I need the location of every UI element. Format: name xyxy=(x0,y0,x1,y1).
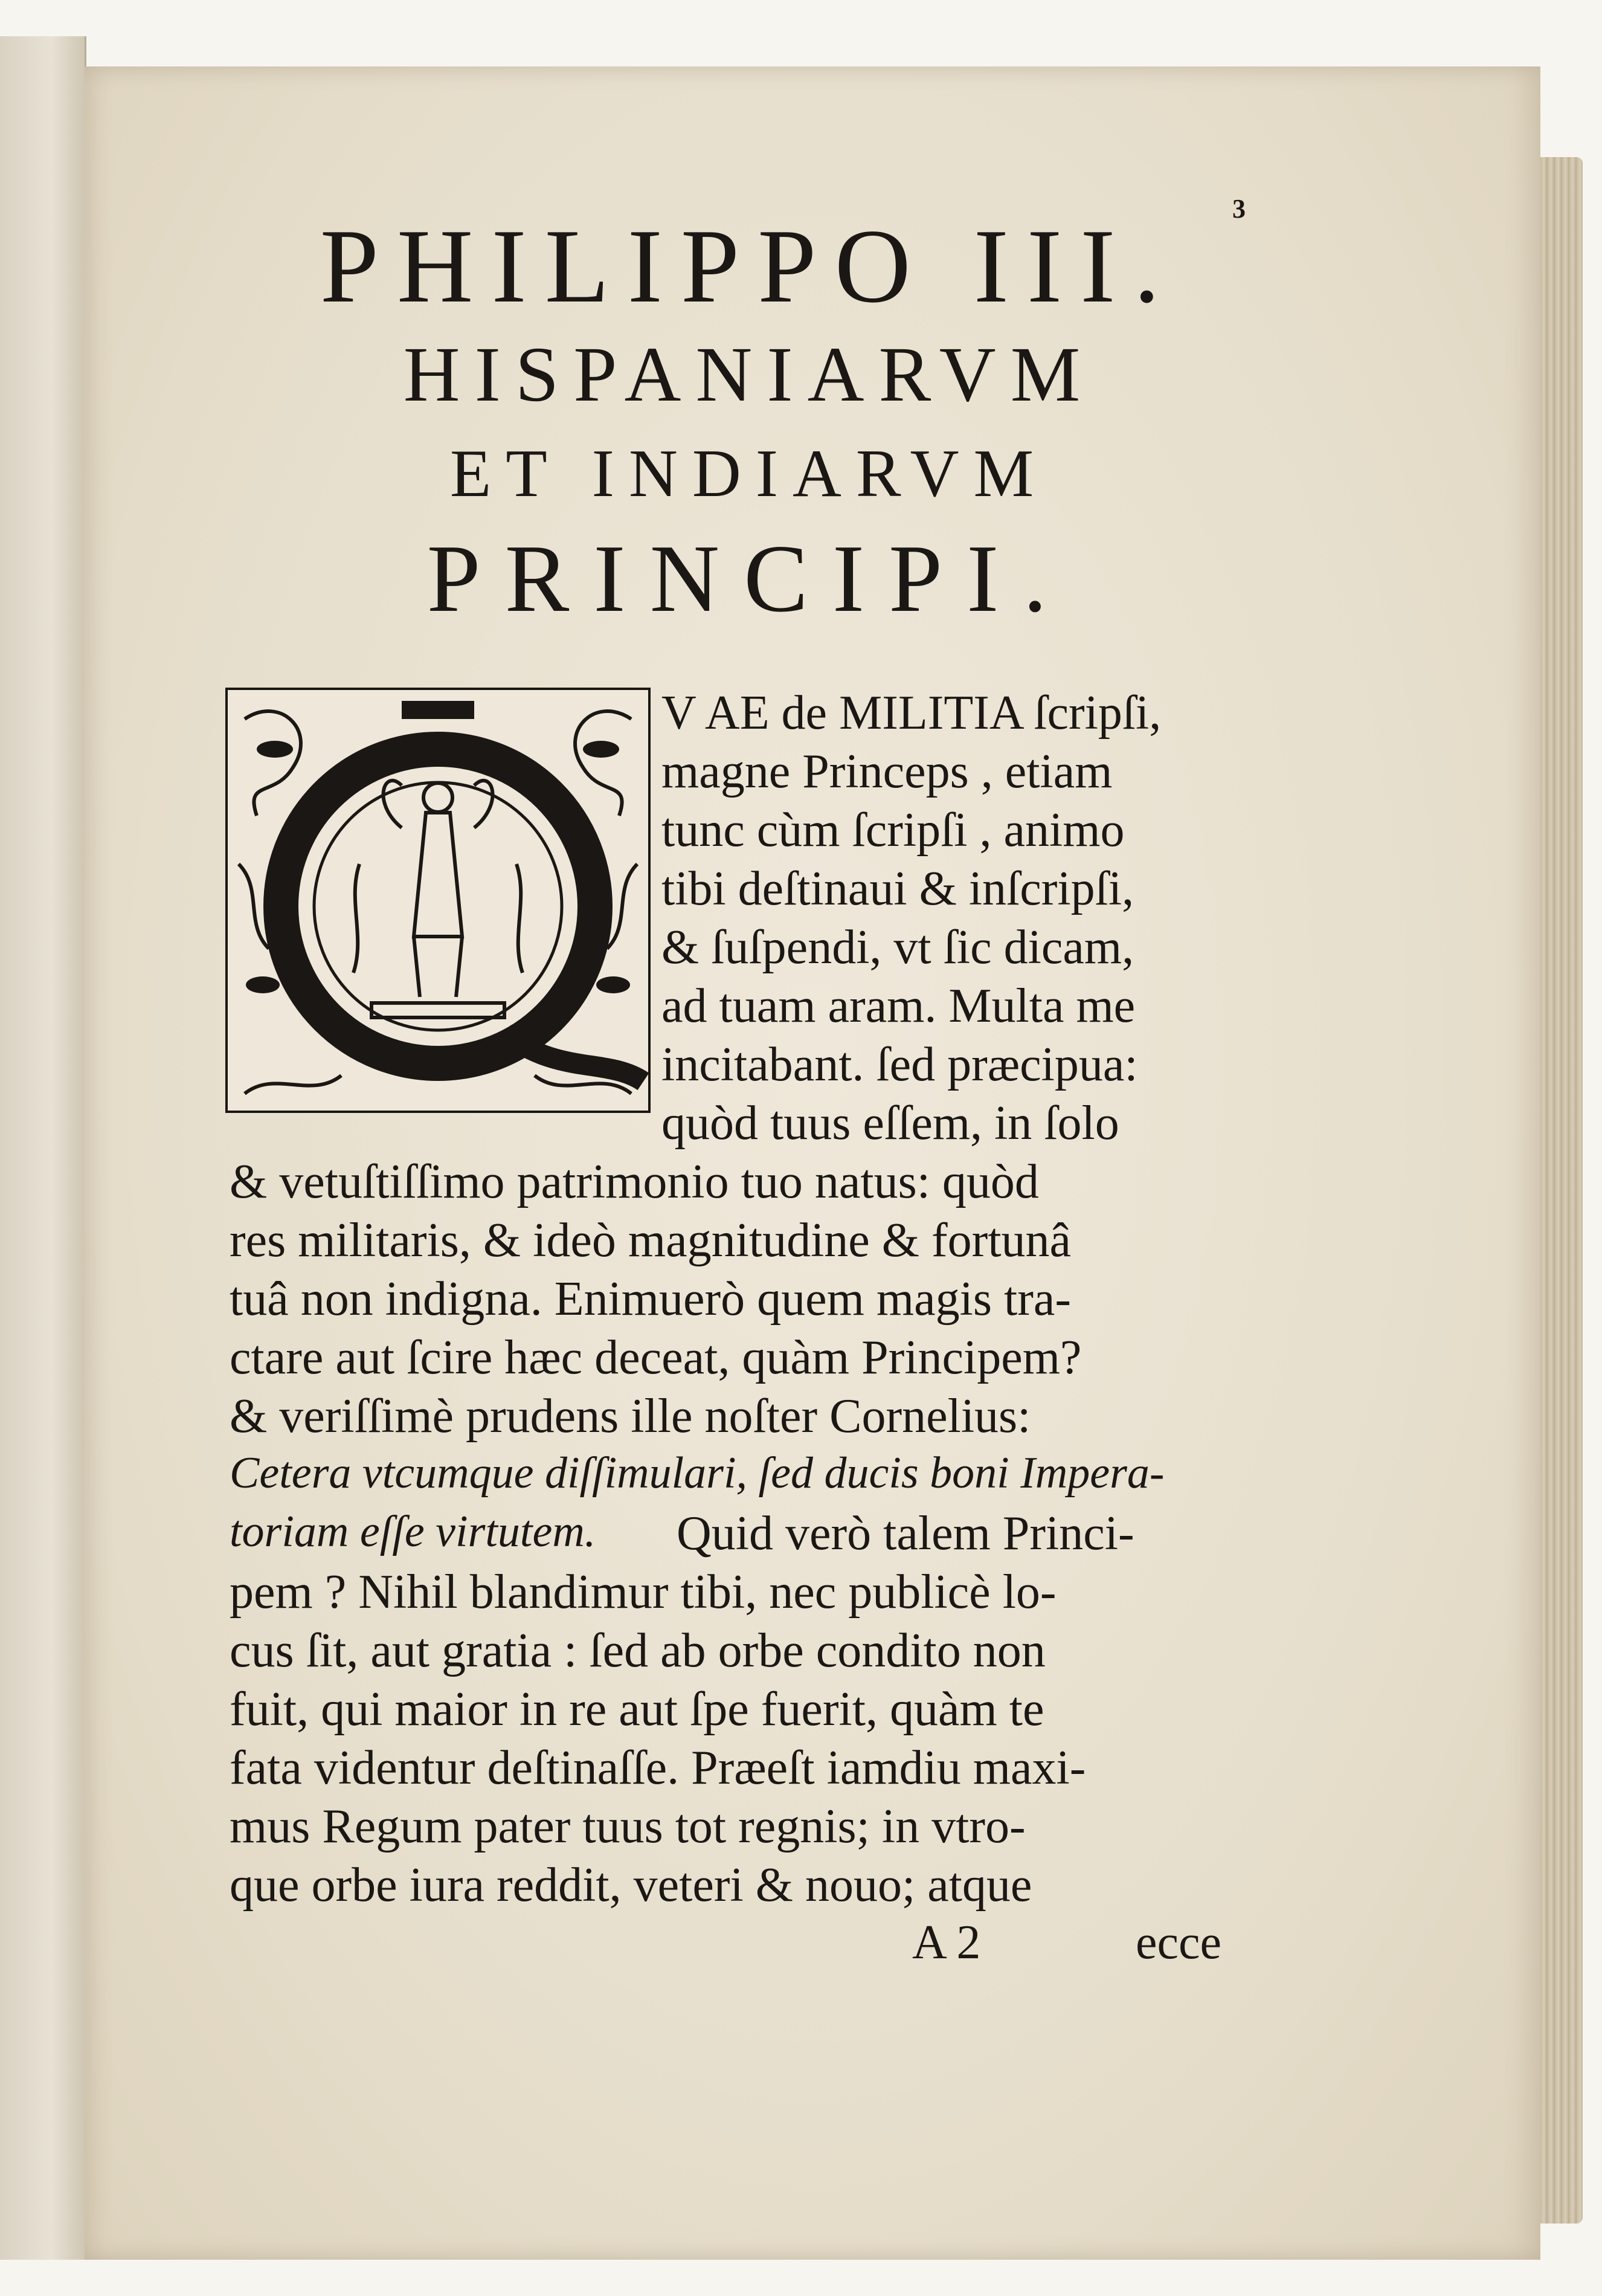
text-line: & veriſſimè prudens ille noſter Cornelius: xyxy=(230,1390,1031,1443)
facing-page-edge xyxy=(0,36,86,2260)
page-fore-edge xyxy=(1540,157,1583,2223)
text-line: tibi deſtinaui & inſcripſi, xyxy=(661,862,1134,915)
title-line-4: PRINCIPI. xyxy=(426,524,1072,632)
signature-mark: A 2 xyxy=(912,1916,981,1969)
page-number: 3 xyxy=(1232,194,1246,224)
text-line: mus Regum pater tuus tot regnis; in vtro- xyxy=(230,1800,1026,1853)
title-line-3: ET INDIARVM xyxy=(449,436,1049,511)
text-line: res militaris, & ideò magnitudine & fortunâ xyxy=(230,1214,1072,1267)
italic-quote-line: Cetera vtcumque diſſimulari, ſed ducis boni Impera- xyxy=(230,1448,1165,1498)
catchword: ecce xyxy=(1136,1916,1222,1969)
text-line: ad tuam aram. Multa me xyxy=(661,979,1136,1033)
text-line: & ſuſpendi, vt ſic dicam, xyxy=(661,921,1134,974)
italic-quote-line: toriam eſſe virtutem. xyxy=(230,1507,596,1556)
text-line: ctare aut ſcire hæc deceat, quàm Principem? xyxy=(230,1331,1082,1384)
text-line: fuit, qui maior in re aut ſpe fuerit, quàm te xyxy=(230,1683,1044,1736)
text-line: fata videntur deſtinaſſe. Præeſt iamdiu maxi- xyxy=(230,1741,1086,1795)
text-line: pem ? Nihil blandimur tibi, nec publicè lo- xyxy=(230,1566,1057,1619)
text-line: tunc cùm ſcripſi , animo xyxy=(661,804,1125,857)
text-line: magne Princeps , etiam xyxy=(661,745,1113,798)
text-line: incitabant. ſed præcipua: xyxy=(661,1038,1138,1091)
title-line-1: PHILIPPO III. xyxy=(320,207,1179,324)
text-line: & vetuſtiſſimo patrimonio tuo natus: quòd xyxy=(230,1155,1039,1208)
decorated-initial-q xyxy=(220,683,655,1118)
text-line: quòd tuus eſſem, in ſolo xyxy=(661,1097,1119,1150)
text-line: Quid verò talem Princi- xyxy=(677,1507,1134,1560)
text-line: que orbe iura reddit, veteri & nouo; atque xyxy=(230,1859,1032,1912)
text-line: cus ſit, aut gratia : ſed ab orbe condito non xyxy=(230,1624,1046,1677)
text-line: tuâ non indigna. Enimuerò quem magis tra- xyxy=(230,1272,1072,1326)
text-line: V AE de MILITIA ſcripſi, xyxy=(661,686,1162,740)
title-line-2: HISPANIARVM xyxy=(403,331,1095,418)
